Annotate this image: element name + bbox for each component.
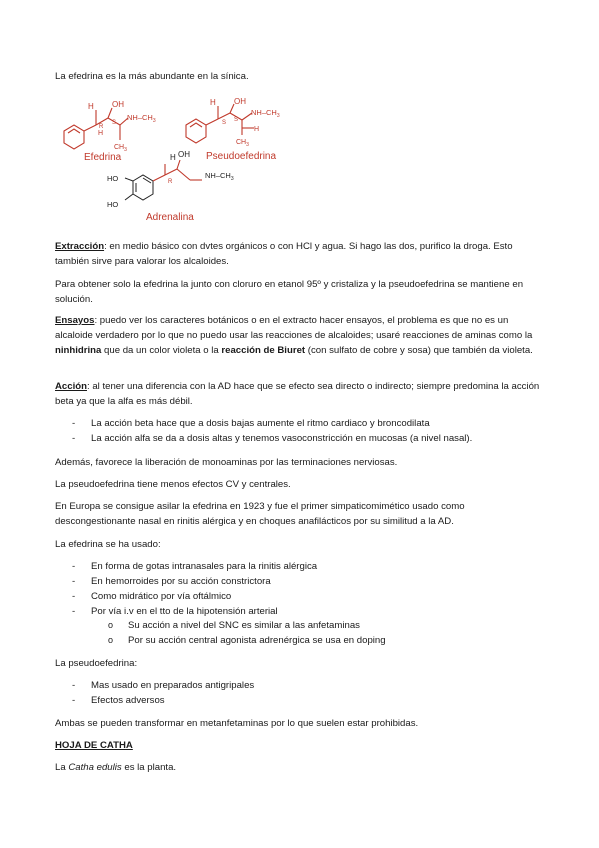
accion-paragraph bbox=[55, 379, 545, 409]
efedrina-h2-label: H bbox=[98, 130, 104, 137]
catha-species: Catha edulis bbox=[68, 762, 122, 773]
uso-item-3: Como midrático por vía oftálmico bbox=[91, 591, 232, 602]
pseudo-item-1: Mas usado en preparados antigripales bbox=[91, 680, 255, 691]
adrenalina-oh-label: OH bbox=[178, 150, 190, 159]
ensayos-title: Ensayos bbox=[55, 315, 95, 326]
pseudo-nhch3-label: $NH-CH_3$ bbox=[251, 108, 280, 119]
ensayos-ninhidrina: ninhidrina bbox=[55, 345, 102, 356]
accion-item-1: La acción beta hace que a dosis bajas aumente el ritmo cardiaco y broncodilata bbox=[91, 418, 430, 429]
efedrina-oh-label: OH bbox=[112, 100, 124, 109]
efedrina-s-label: S bbox=[112, 120, 117, 126]
pseudo-ch3-label: $CH_3$ bbox=[236, 139, 249, 148]
adrenalina-ho1-label: HO bbox=[107, 174, 119, 183]
ademas-paragraph: Además, favorece la liberación de monoaminas por las terminaciones nerviosas. bbox=[55, 457, 398, 468]
accion-text: : al tener una diferencia con la AD hace que se efecto sea directo o indirecto; siempre predomina la acción beta ya que la alfa es más débil. bbox=[55, 381, 540, 407]
uso-sub-2-bullet: o bbox=[108, 635, 114, 645]
pseudo-item-1-bullet: - bbox=[72, 680, 76, 691]
adrenalina-nhch3-label: $NH-CH_3$ bbox=[205, 171, 234, 182]
adrenalina-ho2-label: HO bbox=[107, 200, 119, 209]
uso-1-bullet: - bbox=[72, 561, 76, 572]
uso-2-bullet: - bbox=[72, 576, 76, 587]
hoja-catha-heading bbox=[55, 738, 545, 753]
uso-sub-item-1: Su acción a nivel del SNC es similar a las anfetaminas bbox=[128, 620, 360, 631]
ensayos-text3: (con sulfato de cobre y sosa) que también da violeta. bbox=[305, 345, 533, 356]
ensayos-text1: : puedo ver los caracteres botánicos o en el extracto hacer ensayos, el problema es que no es un alcaloide verdadero por lo que no puedo usar las reacciones de alcaloides; usaré reacciones de aminas como la bbox=[55, 315, 533, 341]
adrenalina-name: Adrenalina bbox=[146, 212, 194, 223]
efedrina-nhch3-label: $NH-CH_3$ bbox=[127, 113, 156, 124]
ensayos-text2: que da un color violeta o la bbox=[101, 345, 222, 356]
efedrina-structure bbox=[64, 100, 156, 163]
efedrina-ch3-label: $CH_3$ bbox=[114, 144, 127, 153]
uso-item-4: Por vía i.v en el tto de la hipotensión arterial bbox=[91, 606, 278, 617]
uso-sub-item-2: Por su acción central agonista adrenérgica se usa en doping bbox=[128, 635, 386, 646]
extraccion-text: : en medio básico con dvtes orgánicos o con HCl y agua. Si hago las dos, purifico la droga. Esto también sirve para valorar los alcaloides. bbox=[55, 241, 513, 267]
pseudo-item-2-bullet: - bbox=[72, 695, 76, 706]
pseudo-s2-label: S bbox=[234, 117, 239, 123]
ambas-paragraph: Ambas se pueden transformar en metanfetaminas por lo que suelen estar prohibidas. bbox=[55, 718, 419, 729]
accion-item-2: La acción alfa se da a dosis altas y tenemos vasoconstricción en mucosas (a nivel nasal). bbox=[91, 433, 473, 444]
accion-item-2-bullet: - bbox=[72, 433, 76, 444]
uso-sub-1-bullet: o bbox=[108, 620, 114, 630]
uso-3-bullet: - bbox=[72, 591, 76, 602]
usado-paragraph: La efedrina se ha usado: bbox=[55, 539, 161, 550]
catha-paragraph bbox=[55, 760, 545, 775]
pseudo-efectos-paragraph: La pseudoefedrina tiene menos efectos CV y centrales. bbox=[55, 479, 291, 490]
efedrina-h-label: H bbox=[88, 102, 94, 111]
pseudoefedrina-structure bbox=[186, 97, 280, 162]
uso-item-2: En hemorroides por su acción constrictora bbox=[91, 576, 271, 587]
ensayos-biuret: reacción de Biuret bbox=[221, 345, 306, 356]
hoja-catha-title: HOJA DE CATHA bbox=[55, 740, 133, 751]
extraccion-title: Extracción bbox=[55, 241, 105, 252]
adrenalina-h-label: H bbox=[170, 153, 176, 162]
uso-4-bullet: - bbox=[72, 606, 76, 617]
pseudo-paragraph: La pseudoefedrina: bbox=[55, 658, 138, 669]
pseudo-h2-label: H bbox=[254, 126, 260, 133]
pseudo-s-label: S bbox=[222, 120, 227, 126]
accion-title: Acción bbox=[55, 381, 87, 392]
efedrina-name: Efedrina bbox=[84, 152, 122, 163]
adrenalina-r-label: R bbox=[168, 179, 173, 185]
efedrina-r-label: R bbox=[99, 124, 104, 130]
intro-text: La efedrina es la más abundante en la sínica. bbox=[55, 71, 249, 82]
pseudoefedrina-name: Pseudoefedrina bbox=[206, 151, 277, 162]
pseudo-item-2: Efectos adversos bbox=[91, 695, 165, 706]
pseudo-h-label: H bbox=[210, 98, 216, 107]
obtener-paragraph: Para obtener solo la efedrina la junto con cloruro en etanol 95º y cristaliza y la pseudoefedrina se mantiene en solución. bbox=[55, 279, 524, 305]
ensayos-paragraph bbox=[55, 313, 545, 358]
accion-item-1-bullet: - bbox=[72, 418, 76, 429]
pseudo-oh-label: OH bbox=[234, 97, 246, 106]
europa-paragraph: En Europa se consigue asilar la efedrina en 1923 y fue el primer simpaticomimético usado como descongestionante nasal en rinitis alérgica y en choques anafilácticos por su similitud a la AD. bbox=[55, 501, 465, 527]
catha-pre: La bbox=[55, 762, 69, 773]
extraccion-paragraph bbox=[55, 239, 545, 269]
uso-item-1: En forma de gotas intranasales para la rinitis alérgica bbox=[91, 561, 318, 572]
catha-post: es la planta. bbox=[121, 762, 177, 773]
